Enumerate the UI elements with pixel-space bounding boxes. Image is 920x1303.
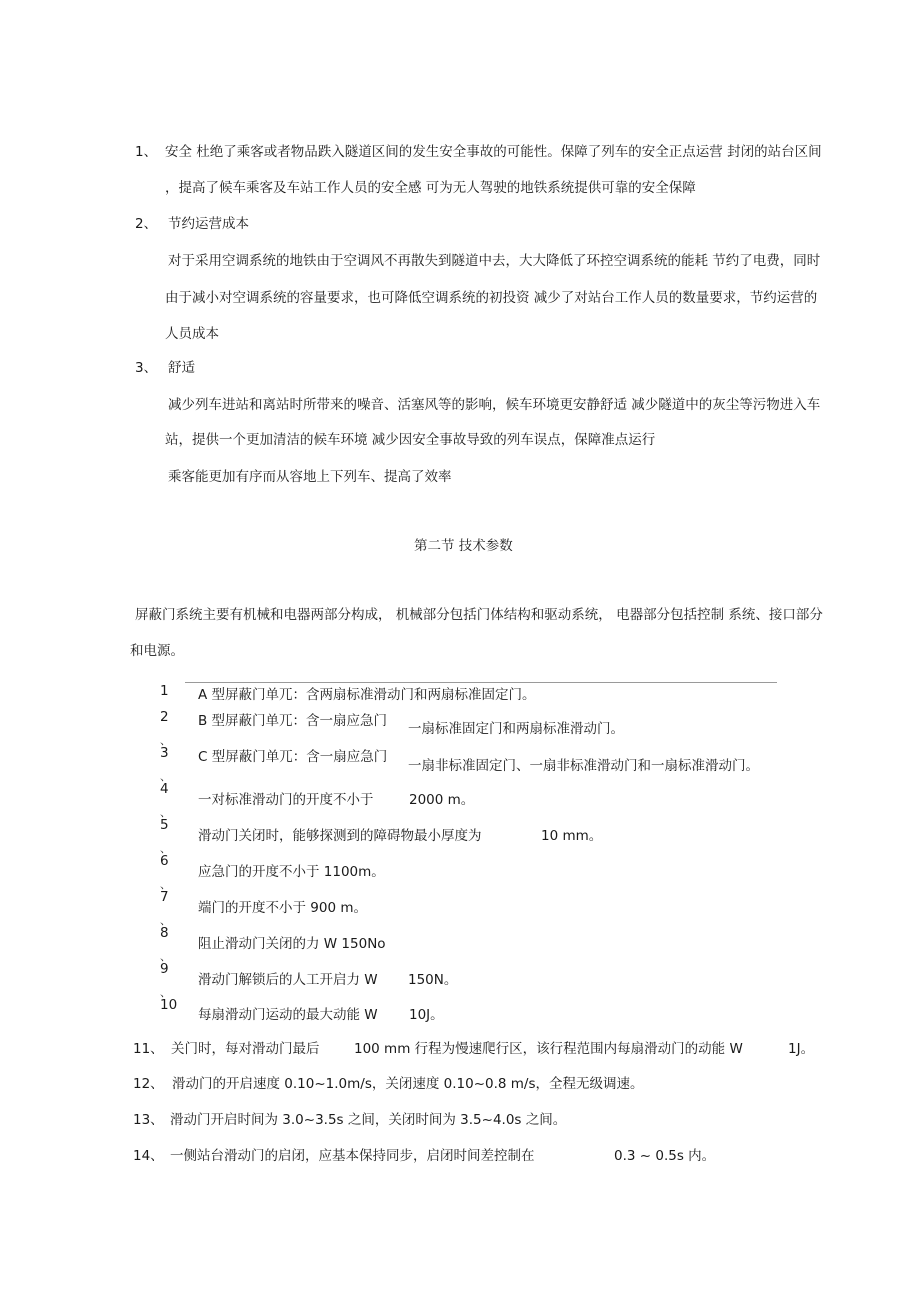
- param-value: 10 mm。: [541, 828, 603, 844]
- param-tick: 、: [160, 770, 171, 783]
- param-value: 10J。: [409, 1007, 444, 1023]
- param-text: 一对标准滑动门的开度不小于: [198, 792, 374, 808]
- param-text: C 型屏蔽门单兀：含一扇应急门: [198, 749, 388, 765]
- item-number: 3、: [135, 360, 158, 376]
- param-number: 7: [160, 889, 169, 905]
- param-number: 9: [160, 961, 169, 977]
- paragraph-line: 由于减小对空调系统的容量要求，也可降低空调系统的初投资 减少了对站台工作人员的数量要求，节约运营的: [165, 290, 818, 306]
- param-text: A 型屏蔽门单兀：含两扇标准滑动门和两扇标准固定门。: [198, 687, 536, 703]
- param-number: 4: [160, 781, 169, 797]
- item-number: 1、: [135, 144, 158, 160]
- param-text: 滑动门关闭时，能够探测到的障碍物最小厚度为: [198, 828, 482, 844]
- param-number: 13、: [133, 1112, 164, 1128]
- param-number: 3: [160, 745, 169, 761]
- item-title: 节约运营成本: [168, 216, 249, 232]
- param-text: 阻止滑动门关闭的力 W 150No: [198, 936, 386, 952]
- param-tick: 、: [160, 950, 171, 963]
- param-value: 150N。: [408, 972, 458, 988]
- param-number: 14、: [133, 1148, 164, 1164]
- param-tick: 、: [160, 986, 171, 999]
- paragraph-line: 和电源。: [130, 643, 184, 659]
- param-text-cont: 一扇非标准固定门、一扇非标准滑动门和一扇标准滑动门。: [408, 758, 759, 774]
- paragraph-line: 乘客能更加有序而从容地上下列车、提高了效率: [168, 469, 452, 485]
- param-text: B 型屏蔽门单兀：含一扇应急门: [198, 713, 388, 729]
- paragraph-line: ，提高了候车乘客及车站工作人员的安全感 可为无人驾驶的地铁系统提供可靠的安全保障: [165, 180, 696, 196]
- paragraph-line: 对于采用空调系统的地铁由于空调风不再散失到隧道中去，大大降低了环控空调系统的能耗 节约了电费，同时: [168, 253, 821, 269]
- param-value: 0.3 ~ 0.5s 内。: [614, 1148, 716, 1164]
- paragraph-line: 安全 杜绝了乘客或者物品跌入隧道区间的发生安全事故的可能性。保障了列车的安全正点运营 封闭的站台区间: [165, 144, 822, 160]
- param-text: 滑动门开启时间为 3.0~3.5s 之间，关闭时间为 3.5~4.0s 之间。: [170, 1112, 567, 1128]
- param-text-cont: 一扇标准固定门和两扇标准滑动门。: [408, 721, 624, 737]
- section-heading: 第二节 技术参数: [414, 538, 513, 554]
- param-tick: 、: [160, 878, 171, 891]
- param-number: 5: [160, 817, 169, 833]
- param-text: 每扇滑动门运动的最大动能 W: [198, 1007, 378, 1023]
- param-number: 12、: [133, 1076, 164, 1092]
- param-tick: 、: [160, 806, 171, 819]
- param-number: 1: [160, 683, 169, 699]
- param-number: 11、: [133, 1041, 164, 1057]
- item-title: 舒适: [168, 360, 195, 376]
- horizontal-rule: [185, 682, 777, 683]
- paragraph-line: 减少列车进站和离站时所带来的噪音、活塞风等的影响，候车环境更安静舒适 减少隧道中的灰尘等污物进入车: [168, 397, 821, 413]
- paragraph-line: 屏蔽门系统主要有机械和电器两部分构成， 机械部分包括门体结构和驱动系统， 电器部分包括控制 系统、接口部分: [135, 607, 823, 623]
- param-text: 一侧站台滑动门的启闭，应基本保持同步，启闭时间差控制在: [170, 1148, 535, 1164]
- param-value: 2000 m。: [409, 792, 475, 808]
- param-text: 应急门的开度不小于 1100m。: [198, 864, 385, 880]
- param-number: 8: [160, 925, 169, 941]
- param-number: 6: [160, 853, 169, 869]
- param-number: 2: [160, 709, 169, 725]
- param-text-cont: 100 mm 行程为慢速爬行区，该行程范围内每扇滑动门的动能 W: [354, 1041, 743, 1057]
- param-text: 关门时，每对滑动门最后: [171, 1041, 320, 1057]
- param-text: 滑动门解锁后的人工开启力 W: [198, 972, 378, 988]
- param-text: 端门的开度不小于 900 m。: [198, 900, 368, 916]
- param-tick: 、: [160, 842, 171, 855]
- param-value: 1J。: [788, 1041, 815, 1057]
- paragraph-line: 人员成本: [165, 326, 219, 342]
- param-tick: 、: [160, 734, 171, 747]
- item-number: 2、: [135, 216, 158, 232]
- param-text: 滑动门的开启速度 0.10~1.0m/s，关闭速度 0.10~0.8 m/s，全程无级调速。: [172, 1076, 644, 1092]
- param-number: 10: [160, 997, 178, 1013]
- paragraph-line: 站，提供一个更加清洁的候车环境 减少因安全事故导致的列车误点，保障准点运行: [165, 432, 656, 448]
- param-tick: 、: [160, 914, 171, 927]
